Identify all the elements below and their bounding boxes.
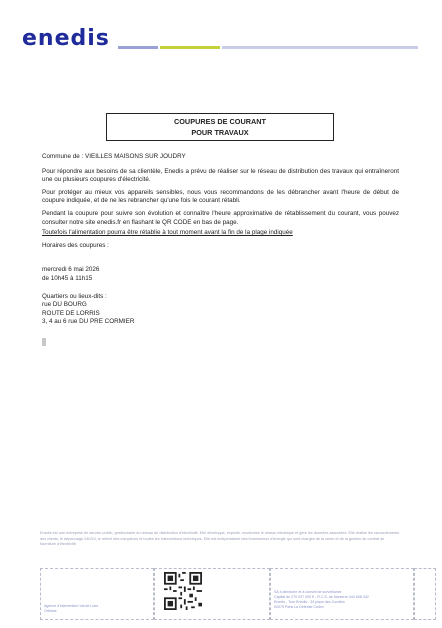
paragraph-3: Pendant la coupure pour suivre son évolution et connaître l'heure approximative de rétablissement du courant, vous pouvez consulter notre site enedis.fr en flashant le QR CODE en bas de page. [42, 209, 399, 226]
text-cursor-marker [42, 338, 46, 346]
agency-line-1: Agence d'intervention Val de Loire [44, 604, 99, 608]
place-item: 3, 4 au 6 rue DU PRE CORMIER [42, 318, 135, 326]
qr-code-icon[interactable] [164, 572, 202, 610]
notice-body [42, 153, 399, 327]
enedis-logo: enedis [22, 26, 110, 51]
footer-box-end [414, 568, 436, 620]
title-line-2: POUR TRAVAUX [191, 128, 249, 137]
logo-stripe-blue [118, 46, 158, 49]
company-line-4: 92079 Paris La Défense Cedex [274, 605, 324, 609]
hours-label: Horaires des coupures : [42, 241, 109, 249]
paragraph-2: Pour protéger au mieux vos appareils sensibles, nous vous recommandons de les débrancher avant l'heure de début de coupure indiquée, et de ne les rebrancher qu'une fois le courant rétabli. [42, 188, 399, 205]
footer-note: Enedis est une entreprise de service public, gestionnaire du réseau de distribution d'électricité. Elle développe, exploite, modernise le réseau électrique et gère les données associées. Elle réalise les raccordements des clients, le dépannage 24h/24, le relevé des compteurs et toutes les interventions techniques. Elle est indépendante des fournisseurs d'énergie qui sont chargés de la vente et de la gestion du contrat de fourniture d'électricité. [40, 531, 400, 546]
agency-name [44, 604, 152, 614]
paragraph-1: Pour répondre aux besoins de sa clientèle, Enedis a prévu de réaliser sur le réseau de distribution des travaux qui entraîneront une ou plusieurs coupures d'électricité. [42, 167, 399, 184]
company-line-1: SA à directoire et à conseil de surveillance [274, 590, 342, 594]
logo-stripe-light [222, 46, 418, 49]
cut-date: mercredi 6 mai 2026 [42, 266, 100, 274]
warning-line: Toutefois l'alimentation pourra être rétablie à tout moment avant la fin de la plage indiquée [42, 229, 293, 237]
company-line-2: Capital de 270 037 000 € - R.C.S. de Nanterre 444 608 442 [274, 595, 369, 599]
company-line-3: Enedis - Tour Enedis - 34 place des Corolles [274, 600, 345, 604]
places-label: Quartiers ou lieux-dits : [42, 292, 107, 300]
agency-line-2: Orléans [44, 609, 57, 613]
title-line-1: COUPURES DE COURANT [173, 117, 267, 126]
place-item: ROUTE DE LORRIS [42, 309, 100, 317]
place-item: rue DU BOURG [42, 301, 87, 309]
cut-time: de 10h45 à 11h15 [42, 274, 93, 282]
company-info [274, 590, 412, 610]
commune-line: Commune de : VIEILLES MAISONS SUR JOUDRY [42, 153, 186, 160]
logo-stripe-green [160, 46, 220, 49]
notice-title [106, 113, 334, 141]
